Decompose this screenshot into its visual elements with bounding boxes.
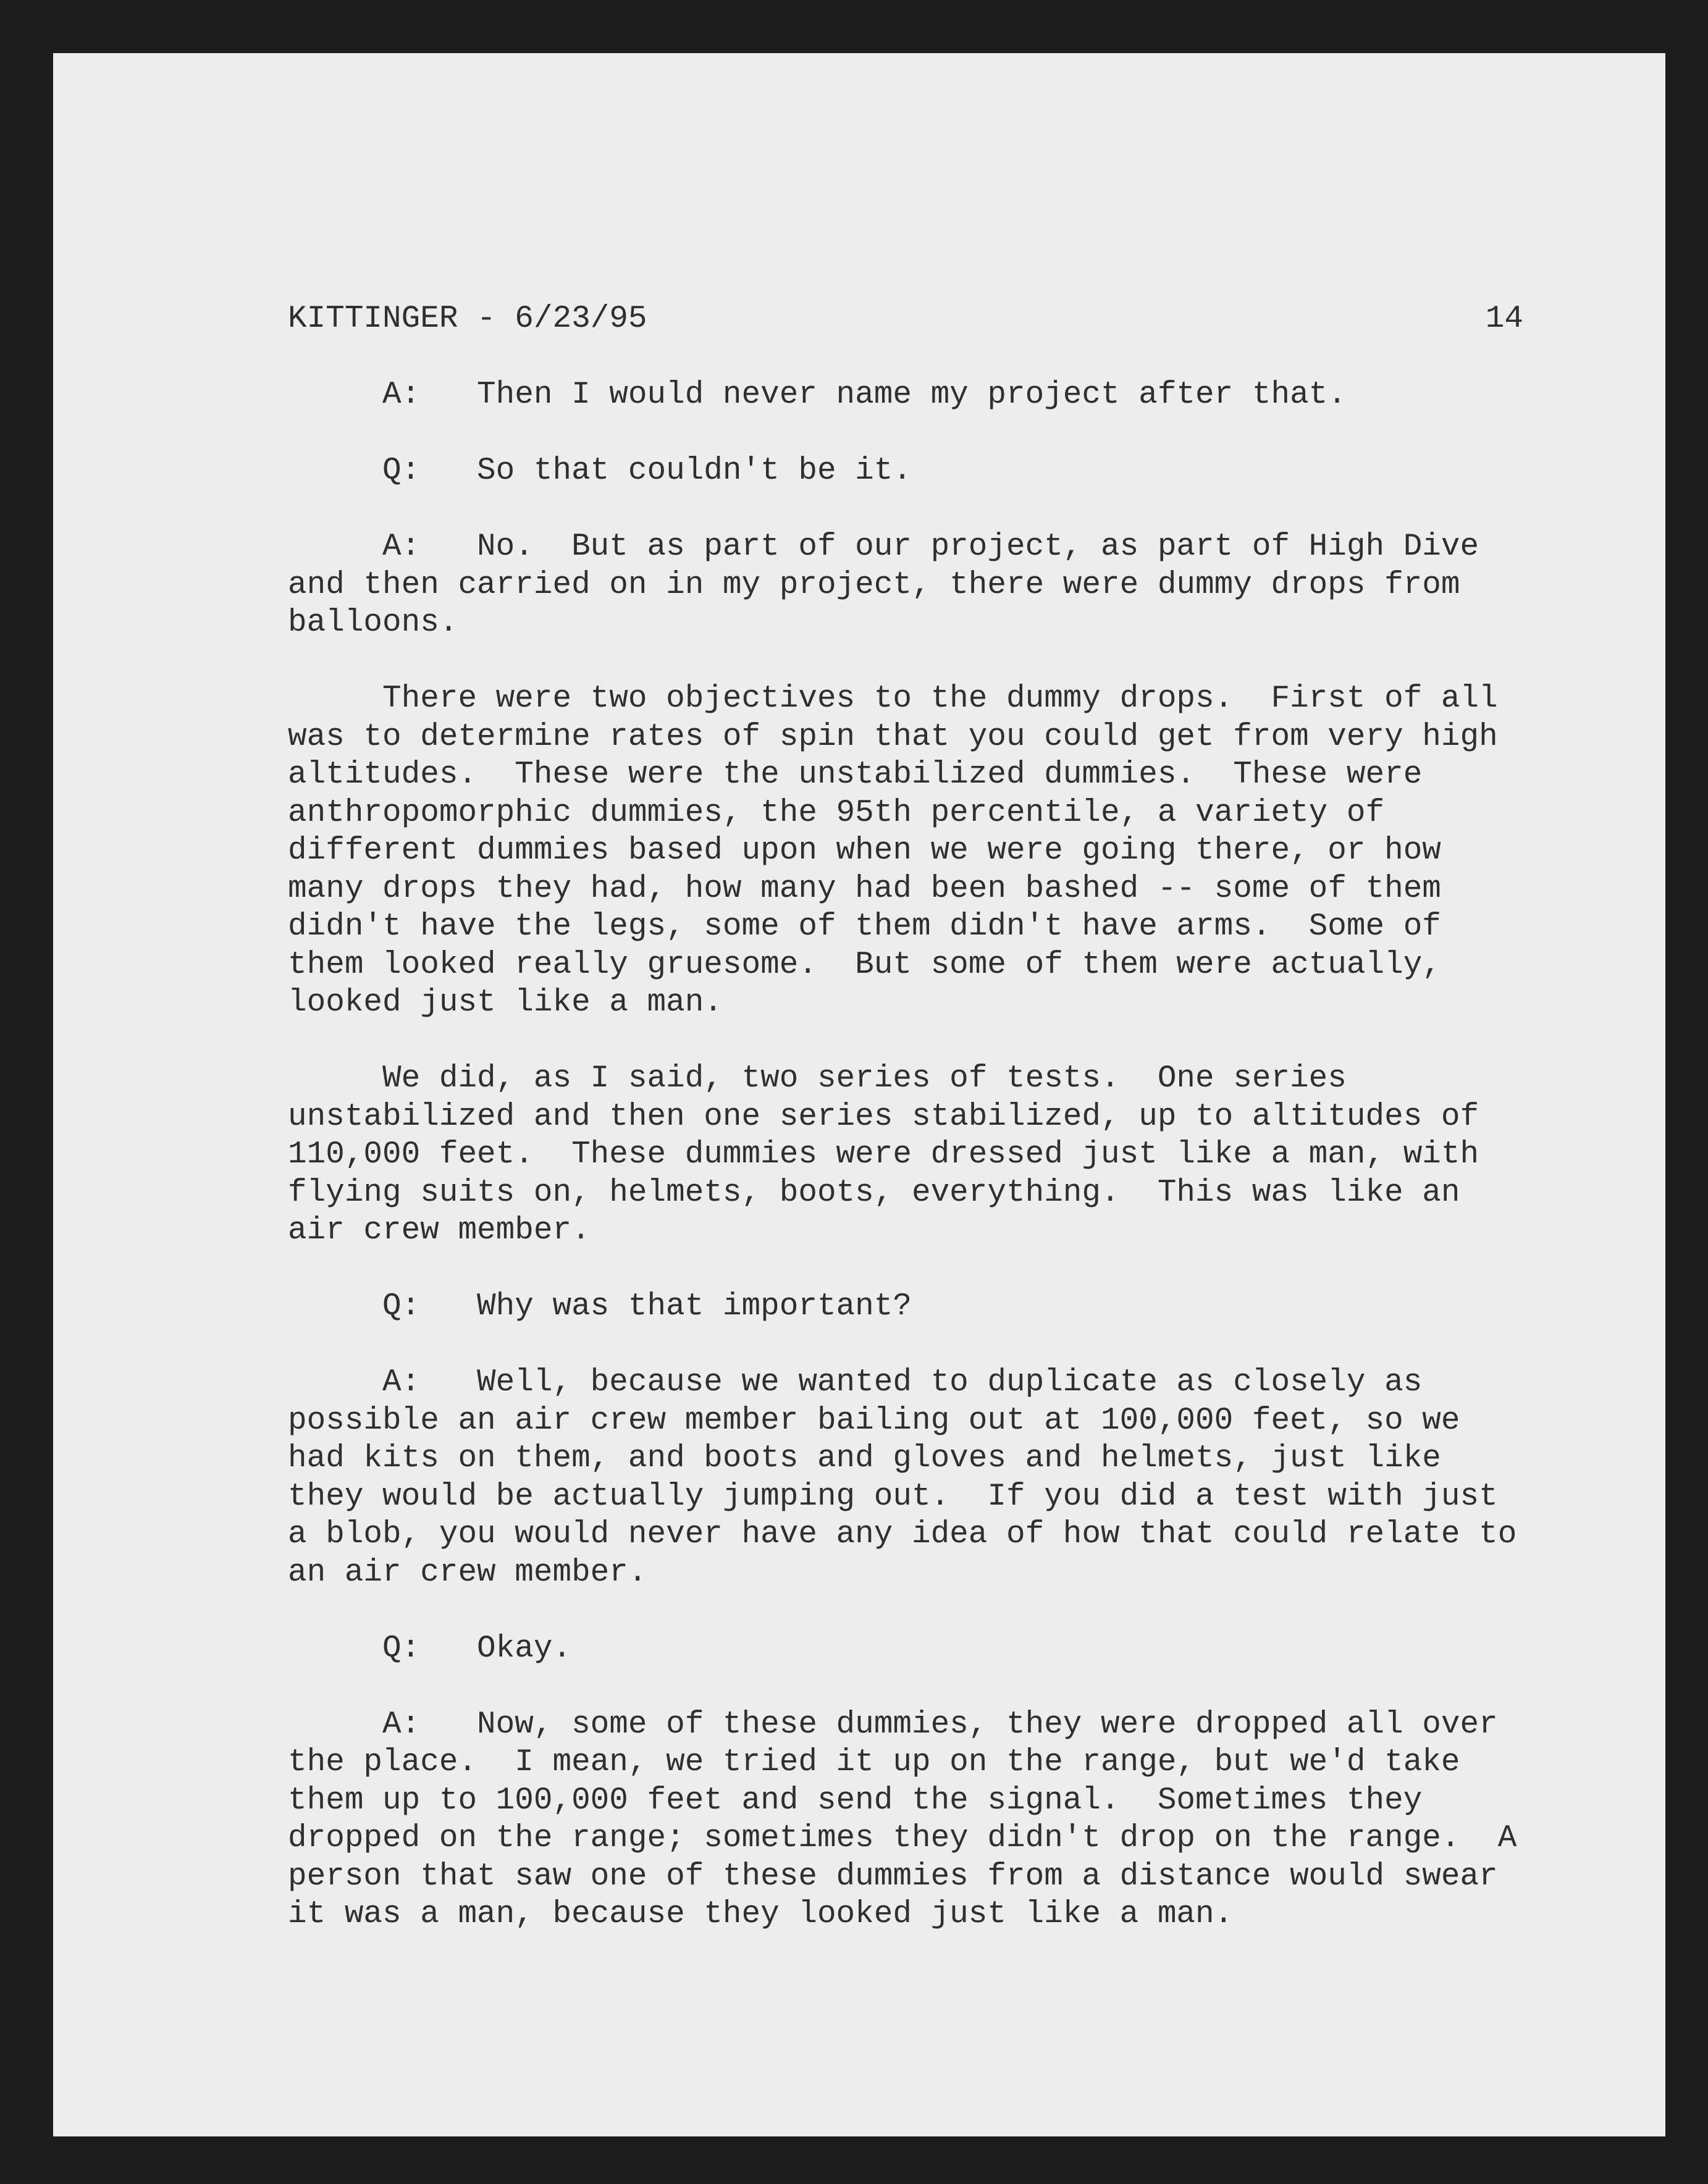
document-page — [53, 53, 1665, 2136]
text-line: was to determine rates of spin that you could get from very high — [288, 719, 1498, 755]
text-line: it was a man, because they looked just like a man. — [288, 1897, 1234, 1932]
text-line: a blob, you would never have any idea of how that could relate to — [288, 1517, 1517, 1552]
transcript-paragraph — [288, 528, 1523, 642]
transcript-paragraph — [288, 1630, 1523, 1668]
text-line: Q: Why was that important? — [288, 1289, 912, 1324]
transcript-paragraph — [288, 1060, 1523, 1250]
text-line: had kits on them, and boots and gloves and helmets, just like — [288, 1441, 1441, 1476]
header-title: KITTINGER - 6/23/95 — [288, 301, 647, 337]
text-line: flying suits on, helmets, boots, everything. This was like an — [288, 1175, 1460, 1211]
text-line: looked just like a man. — [288, 985, 723, 1020]
text-line: possible an air crew member bailing out at 100,000 feet, so we — [288, 1403, 1460, 1438]
text-line: A: Well, because we wanted to duplicate as closely as — [288, 1365, 1423, 1400]
text-line: A: Now, some of these dummies, they were dropped all over — [288, 1707, 1498, 1742]
text-line: There were two objectives to the dummy drops. First of all — [288, 681, 1498, 716]
page-header — [288, 300, 1523, 338]
transcript-paragraph — [288, 376, 1523, 414]
text-line: 110,000 feet. These dummies were dressed just like a man, with — [288, 1137, 1479, 1172]
transcript-paragraph — [288, 1706, 1523, 1934]
text-line: didn't have the legs, some of them didn't have arms. Some of — [288, 909, 1441, 944]
text-line: they would be actually jumping out. If you did a test with just — [288, 1479, 1498, 1514]
text-line: Q: Okay. — [288, 1631, 572, 1666]
text-line: them up to 100,000 feet and send the signal. Sometimes they — [288, 1783, 1423, 1818]
text-line: dropped on the range; sometimes they didn't drop on the range. A — [288, 1821, 1517, 1856]
text-line: A: Then I would never name my project after that. — [288, 377, 1347, 413]
text-line: and then carried on in my project, there were dummy drops from — [288, 567, 1460, 603]
page-number: 14 — [1485, 301, 1523, 337]
transcript-paragraph — [288, 1364, 1523, 1592]
text-line: anthropomorphic dummies, the 95th percentile, a variety of — [288, 795, 1385, 831]
text-line: the place. I mean, we tried it up on the range, but we'd take — [288, 1745, 1460, 1780]
text-line: We did, as I said, two series of tests. One series — [288, 1061, 1347, 1096]
text-line: air crew member. — [288, 1213, 591, 1248]
text-line: Q: So that couldn't be it. — [288, 453, 912, 489]
text-line: them looked really gruesome. But some of them were actually, — [288, 947, 1441, 983]
transcript-paragraphs — [288, 376, 1523, 1934]
text-line: balloons. — [288, 605, 458, 640]
text-line: A: No. But as part of our project, as part of High Dive — [288, 529, 1479, 565]
transcript-paragraph — [288, 452, 1523, 490]
text-line: different dummies based upon when we were going there, or how — [288, 833, 1441, 868]
text-line: many drops they had, how many had been bashed -- some of them — [288, 871, 1441, 907]
transcript-paragraph — [288, 680, 1523, 1022]
text-line: unstabilized and then one series stabilized, up to altitudes of — [288, 1099, 1479, 1135]
transcript-body — [288, 300, 1523, 1972]
transcript-paragraph — [288, 1288, 1523, 1326]
text-line: altitudes. These were the unstabilized dummies. These were — [288, 757, 1423, 792]
text-line: person that saw one of these dummies from a distance would swear — [288, 1858, 1498, 1894]
text-line: an air crew member. — [288, 1555, 647, 1590]
